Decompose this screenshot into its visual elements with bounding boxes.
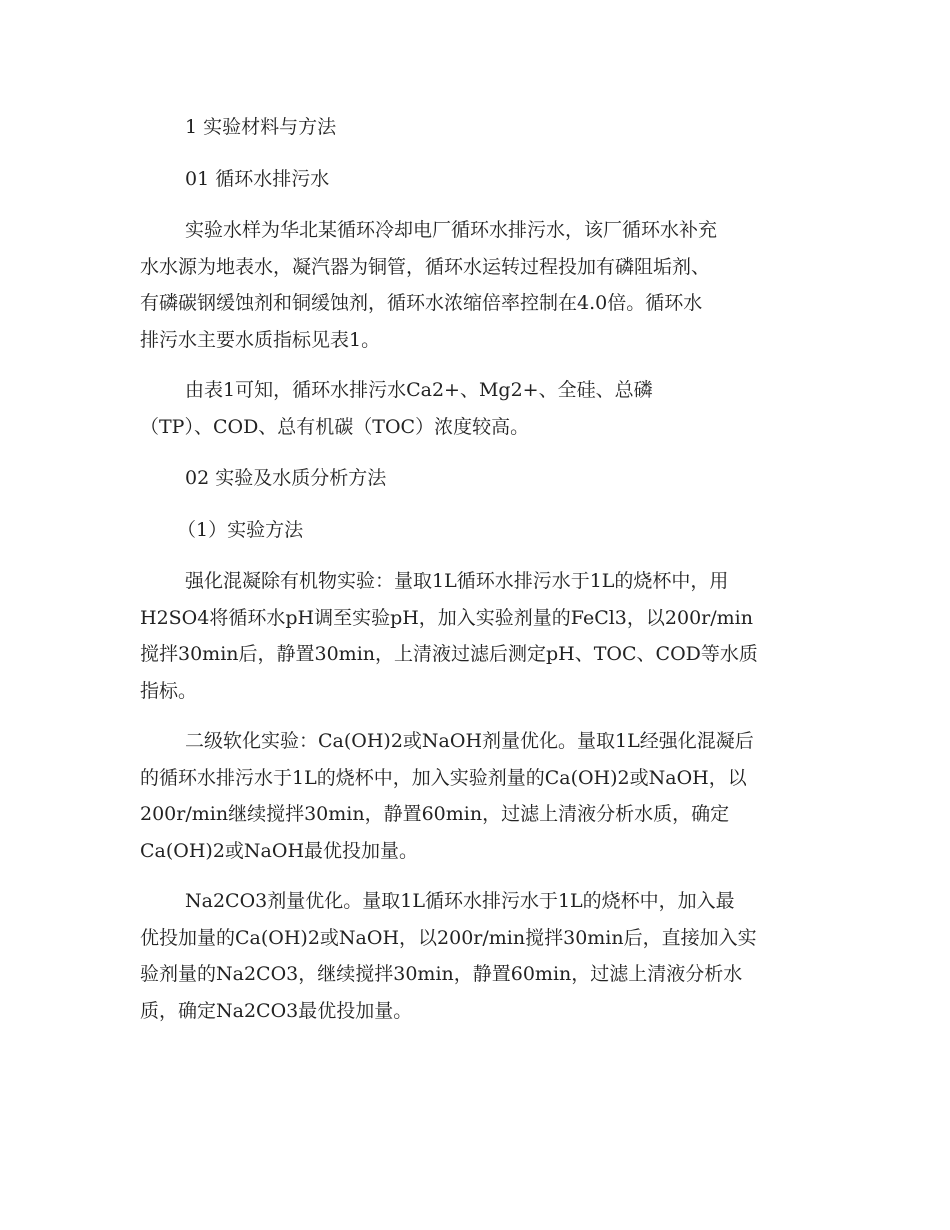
text-line: 验剂量的Na2CO3，继续搅拌30min，静置60min，过滤上清液分析水 xyxy=(140,963,743,985)
text-line: 优投加量的Ca(OH)2或NaOH，以200r/min搅拌30min后，直接加入实 xyxy=(140,926,757,949)
text-line: 强化混凝除有机物实验：量取1L循环水排污水于1L的烧杯中，用 xyxy=(185,570,729,592)
text-line: 搅拌30min后，静置30min，上清液过滤后测定pH、TOC、COD等水质 xyxy=(140,643,758,665)
text-line: 的循环水排污水于1L的烧杯中，加入实验剂量的Ca(OH)2或NaOH，以 xyxy=(140,766,747,789)
subsection-heading-01: 01 循环水排污水 xyxy=(185,168,330,190)
paragraph-water-sample xyxy=(140,212,812,358)
text-line: 质，确定Na2CO3最优投加量。 xyxy=(140,999,413,1022)
subsection-heading-02: 02 实验及水质分析方法 xyxy=(185,467,387,489)
text-line: 由表1可知，循环水排污水Ca2+、Mg2+、全硅、总磷 xyxy=(185,379,653,401)
text-line: Ca(OH)2或NaOH最优投加量。 xyxy=(140,839,419,862)
text-line: 实验水样为华北某循环冷却电厂循环水排污水，该厂循环水补充 xyxy=(185,219,718,241)
document-page xyxy=(140,108,812,1043)
subsection-heading-experiment-method: （1）实验方法 xyxy=(177,519,304,541)
paragraph-na2co3-optimization xyxy=(140,883,812,1029)
text-line: H2SO4将循环水pH调至实验pH，加入实验剂量的FeCl3，以200r/min xyxy=(140,606,753,629)
text-line: 指标。 xyxy=(140,679,198,702)
text-line: 水水源为地表水，凝汽器为铜管，循环水运转过程投加有磷阻垢剂、 xyxy=(140,255,711,278)
text-line: 200r/min继续搅拌30min，静置60min，过滤上清液分析水质，确定 xyxy=(140,803,730,825)
paragraph-coagulation-experiment xyxy=(140,563,812,709)
paragraph-table1-summary xyxy=(140,372,812,445)
text-line: 有磷碳钢缓蚀剂和铜缓蚀剂，循环水浓缩倍率控制在4.0倍。循环水 xyxy=(140,292,703,314)
section-heading-1: 1 实验材料与方法 xyxy=(185,116,337,138)
paragraph-softening-experiment xyxy=(140,723,812,869)
text-line: （TP）、COD、总有机碳（TOC）浓度较高。 xyxy=(140,415,530,438)
text-line: Na2CO3剂量优化。量取1L循环水排污水于1L的烧杯中，加入最 xyxy=(185,890,735,912)
text-line: 二级软化实验：Ca(OH)2或NaOH剂量优化。量取1L经强化混凝后 xyxy=(185,730,754,752)
text-line: 排污水主要水质指标见表1。 xyxy=(140,328,381,351)
